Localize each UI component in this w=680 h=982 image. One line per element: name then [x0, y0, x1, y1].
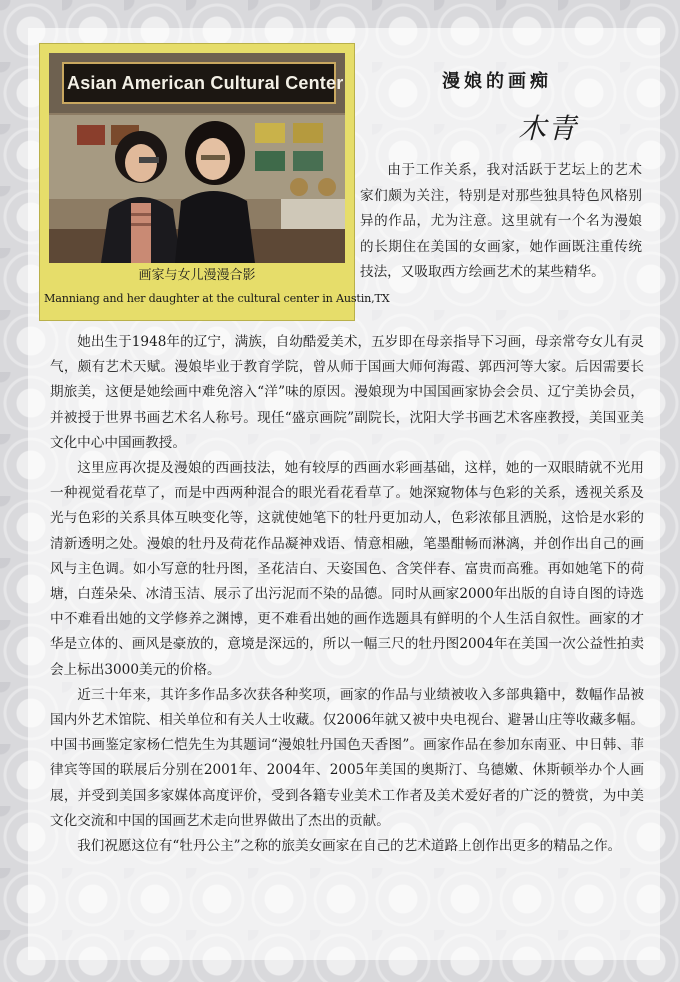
- paragraph-biography: 她出生于1948年的辽宁，满族，自幼酷爱美术，五岁即在母亲指导下习画，母亲常夸女儿有灵气，颇有艺术天赋。漫娘毕业于教育学院，曾从师于国画大师何海霞、郭西河等大家。后因需要长期旅美，这便是她绘画中难免溶入“洋”味的原因。漫娘现为中国国画家协会会员、辽宁美协会员，并被授于世界书画艺术名人称号。现任“盛京画院”副院长，沈阳大学书画艺术客座教授，美国亚美文化中心中国画教授。: [50, 334, 644, 451]
- paragraph-achievements: 近三十年来，其许多作品多次获各种奖项，画家的作品与业绩被收入多部典籍中，数幅作品被国内外艺术馆院、相关单位和有关人士收藏。仅2006年就又被中央电视台、避暑山庄等收藏多幅。中国书画鉴定家杨仁恺先生为其题词“漫娘牡丹国色天香图”。画家作品在参加东南亚、中日韩、菲律宾等国的联展后分别在2001年、2004年、2005年美国的奥斯汀、乌德嫩、休斯顿举办个人画展，并受到美国多家媒体高度评价，受到各籍专业美术工作者及美术爱好者的广泛的赞赏，为中美文化交流和中国的国画艺术走向世界做出了杰出的贡献。: [50, 686, 644, 829]
- sign-text: Asian American Cultural Center: [67, 73, 344, 93]
- article-title: 漫娘的画痴: [442, 71, 552, 92]
- photo-caption-english: Manniang and her daughter at the cultural center in Austin,TX: [44, 292, 390, 305]
- intro-paragraph: 由于工作关系，我对活跃于艺坛上的艺术家们颇为关注，特别是对那些独具特色风格别异的作品，尤为注意。这里就有一个名为漫娘的长期住在美国的女画家，她作画既注重传统技法，又吸取西方绘画艺术的某些精华。: [360, 162, 642, 281]
- photo-caption-chinese: 画家与女儿漫漫合影: [138, 268, 256, 283]
- paragraph-technique: 这里应再次提及漫娘的西画技法，她有较厚的西画水彩画基础，这样，她的一双眼睛就不光用一种视觉看花草了，而是中西两种混合的眼光看花看草了。她深窥物体与色彩的关系，透视关系及光与色彩的关系具体互映变化等，这就使她笔下的牡丹更加动人，色彩浓郁且洒脱，这恰是水彩的清新透明之处。漫娘的牡丹及荷花作品凝神戏语、情意相融，笔墨酣畅而淋漓，并创作出自己的画风与主色调。如小写意的牡丹图，圣花洁白、天姿国色、含笑伴春、富贵而高雅。再如她笔下的荷塘，白莲朵朵、冰清玉洁、展示了出污泥而不染的品德。同时从画家2000年出版的自诗自图的诗选中不难看出她的文学修养之渊博，更不难看出她的画作选题具有鲜明的个人生活自叙性。画家的才华是立体的、画风是豪放的，意境是深远的，所以一幅三尺的牡丹图2004年在美国一次公益性拍卖会上标出3000美元的价格。: [50, 460, 644, 678]
- cultural-center-photo: [49, 53, 345, 263]
- photo-frame: [40, 44, 390, 320]
- author-signature: 木青: [517, 112, 578, 145]
- article-body: [50, 330, 644, 859]
- paragraph-closing: 我们祝愿这位有“牡丹公主”之称的旅美女画家在自己的艺术道路上创作出更多的精品之作。: [77, 838, 622, 855]
